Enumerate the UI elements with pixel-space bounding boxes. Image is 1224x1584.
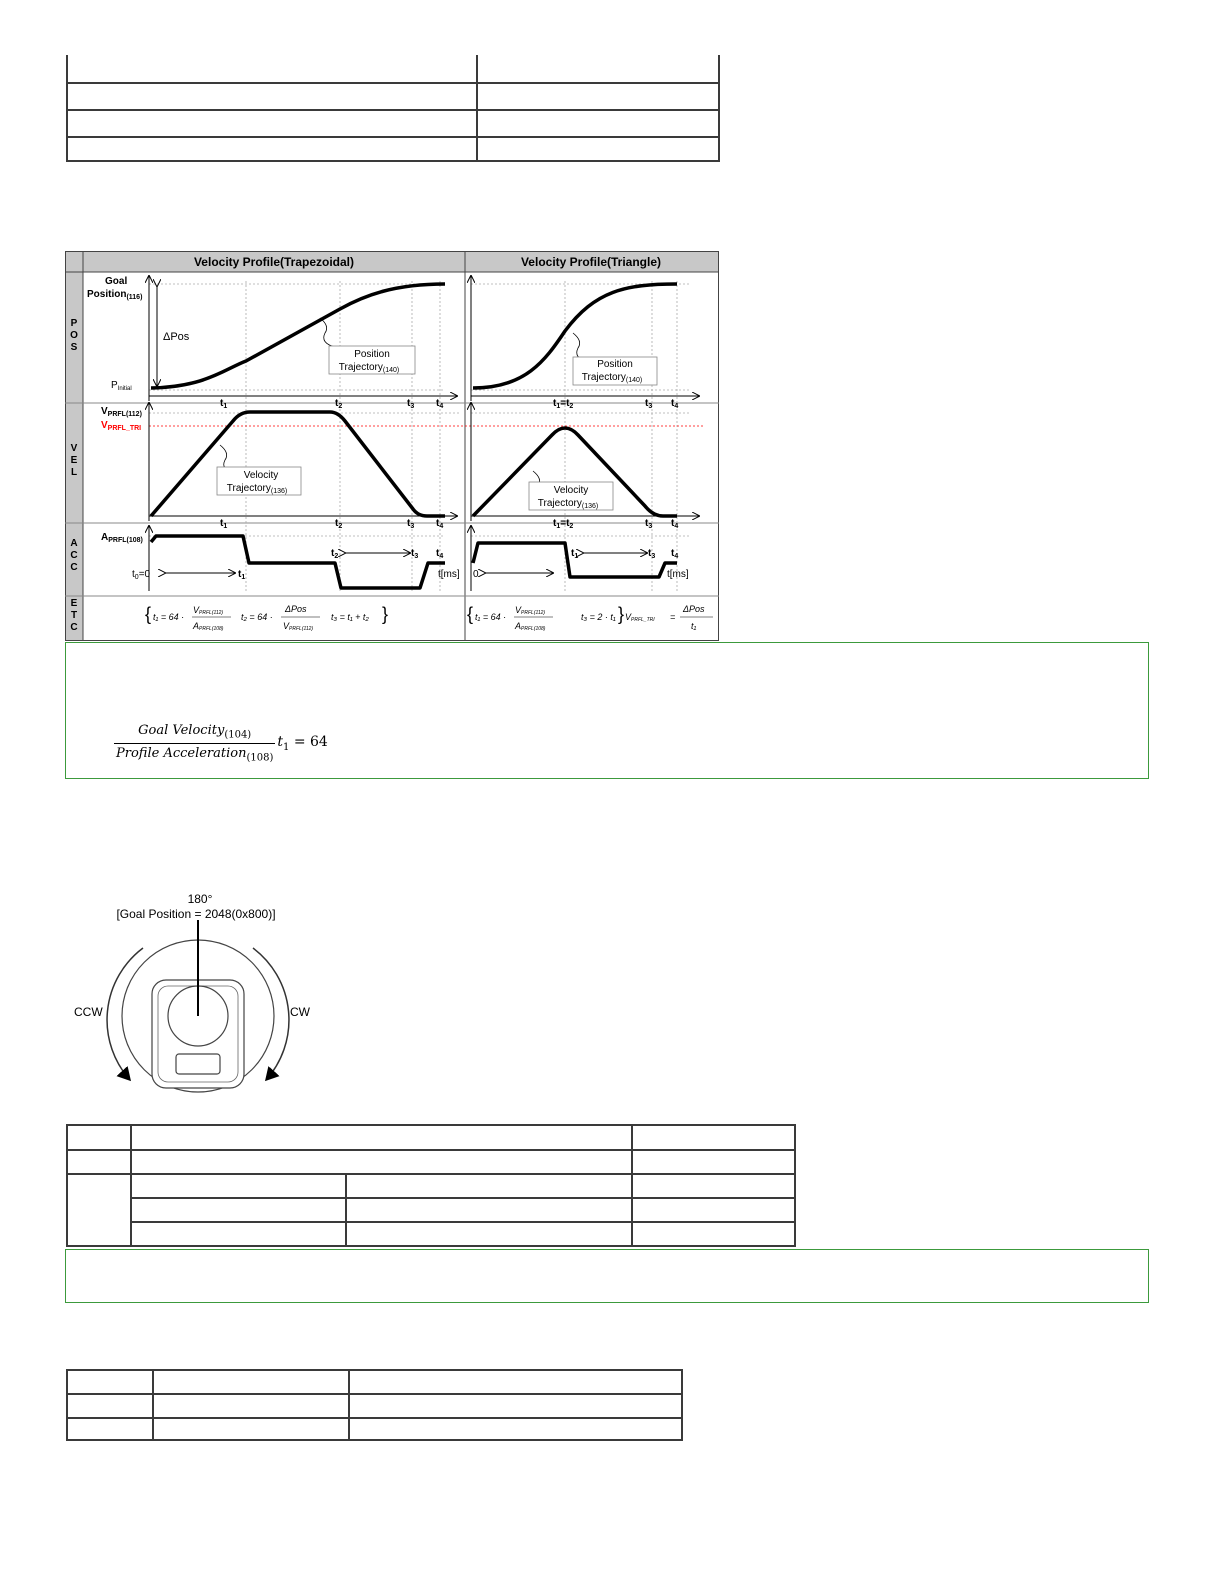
svg-text:VPRFL(112): VPRFL(112) <box>283 621 314 632</box>
position-label: Position$_{(116)}$ <box>87 289 143 301</box>
t4-pos: $t_4$ <box>436 398 444 410</box>
svg-text:APRFL(108): APRFL(108) <box>515 621 546 632</box>
eq-trap-t2: t₂ = 64 · <box>241 612 273 622</box>
zero-label: 0 <box>473 569 479 580</box>
t4-acc: $t_4$ <box>436 548 444 560</box>
formula-denominator: Profile Acceleration <box>116 745 247 761</box>
goal-position-dial <box>70 890 330 1100</box>
eq-trap-t3: t₃ = t₁ + t₂ <box>331 612 369 622</box>
goal-label: Goal <box>105 276 128 287</box>
svg-text:APRFL(108): APRFL(108) <box>193 621 224 632</box>
velocity-profile-figure <box>65 251 719 641</box>
svg-text:t₁: t₁ <box>691 621 697 631</box>
svg-text:}: } <box>382 604 389 624</box>
a-prfl-label: $A_{PRFL(108)}$ <box>101 532 143 544</box>
row-label-pos: P O S <box>70 318 78 353</box>
pos-traj-label-tri: Position <box>597 359 633 370</box>
svg-text:VPRFL_TRI: VPRFL_TRI <box>625 612 655 623</box>
t2-acc: $t_2$ <box>331 548 339 560</box>
t3-acc-tri: $t_3$ <box>648 548 656 560</box>
eq-tri-t3: t₃ = 2 · t₁ <box>581 612 616 622</box>
t1t2-pos-tri: $t_1=t_2$ <box>553 398 574 410</box>
t3-acc: $t_3$ <box>411 548 419 560</box>
cw-arrow <box>253 948 289 1080</box>
svg-text:ΔPos: ΔPos <box>285 604 307 614</box>
svg-text:Trajectory(136): Trajectory$_{(136)}$ <box>226 483 288 495</box>
svg-text:VPRFL(112): VPRFL(112) <box>193 605 224 616</box>
row-label-acc: A C C <box>70 538 78 573</box>
formula-numerator: Goal Velocity <box>138 723 225 738</box>
table-bottom <box>66 1369 683 1441</box>
t3-pos-tri: $t_3$ <box>645 398 653 410</box>
vel-traj-label-trap: Velocity <box>243 470 279 481</box>
row-label-etc: E T C <box>70 598 78 633</box>
vel-traj-label-tri: Velocity <box>553 485 589 496</box>
t1-acc: $t_1$ <box>238 569 246 581</box>
t4-acc-tri: $t_4$ <box>671 548 679 560</box>
svg-text:Trajectory(140): Trajectory$_{(140)}$ <box>581 372 643 384</box>
t1t2-vel-tri: $t_1=t_2$ <box>553 518 574 530</box>
pos-traj-label-trap: Position <box>354 349 390 360</box>
t4-vel: $t_4$ <box>436 518 444 530</box>
t4-pos-tri: $t_4$ <box>671 398 679 410</box>
row-label-vel: V E L <box>70 443 78 478</box>
svg-text:=: = <box>670 612 676 622</box>
col-trap-header: Velocity Profile(Trapezoidal) <box>193 255 355 269</box>
t1-pos: $t_1$ <box>220 398 228 410</box>
note-box-empty <box>65 1249 1149 1303</box>
dial-angle: 180° <box>187 892 213 906</box>
t2-vel: $t_2$ <box>335 518 343 530</box>
svg-text:}: } <box>618 604 625 624</box>
svg-text:ΔPos: ΔPos <box>683 604 705 614</box>
svg-text:{: { <box>467 604 474 624</box>
note-box-formula <box>65 642 1149 779</box>
t1-acc-tri: $t_1$ <box>571 548 579 560</box>
p-initial-label: $P_{Initial}$ <box>111 380 132 392</box>
t4-vel-tri: $t_4$ <box>671 518 679 530</box>
v-prfl-label: $V_{PRFL(112)}$ <box>101 406 142 418</box>
v-prfl-tri-label: $V_{PRFL\_TRI}$ <box>101 420 142 432</box>
ccw-label: CCW <box>74 1005 103 1019</box>
col-tri-header: Velocity Profile(Triangle) <box>520 255 662 269</box>
svg-text:VPRFL(112): VPRFL(112) <box>515 605 546 616</box>
eq-tri-t1: t₁ = 64 · <box>475 612 507 622</box>
t2-pos: $t_2$ <box>335 398 343 410</box>
dial-caption: [Goal Position = 2048(0x800)] <box>116 907 276 921</box>
table-middle <box>66 1124 796 1247</box>
eq-trap-t1: t₁ = 64 · <box>153 612 185 622</box>
t0-label: $t_0=0$ <box>132 569 151 581</box>
table-top <box>66 55 720 162</box>
formula-rhs: $t_1 = 64$ <box>277 733 328 753</box>
svg-text:Trajectory(140): Trajectory$_{(140)}$ <box>338 362 400 374</box>
svg-text:Trajectory(136): Trajectory$_{(136)}$ <box>537 498 599 510</box>
svg-text:{: { <box>145 604 152 624</box>
ccw-arrow <box>107 948 143 1080</box>
dpos-label: ΔPos <box>163 331 190 343</box>
tms-label-tri: t[ms] <box>667 569 689 580</box>
formula: Goal Velocity$_{(104)}$ Profile Acceleration$_{(108)}$ $t_1 = 64$ <box>116 723 328 764</box>
cw-label: CW <box>290 1005 310 1019</box>
t3-vel-tri: $t_3$ <box>645 518 653 530</box>
t3-vel: $t_3$ <box>407 518 415 530</box>
t3-pos: $t_3$ <box>407 398 415 410</box>
tms-label-trap: t[ms] <box>438 569 460 580</box>
t1-vel: $t_1$ <box>220 518 228 530</box>
